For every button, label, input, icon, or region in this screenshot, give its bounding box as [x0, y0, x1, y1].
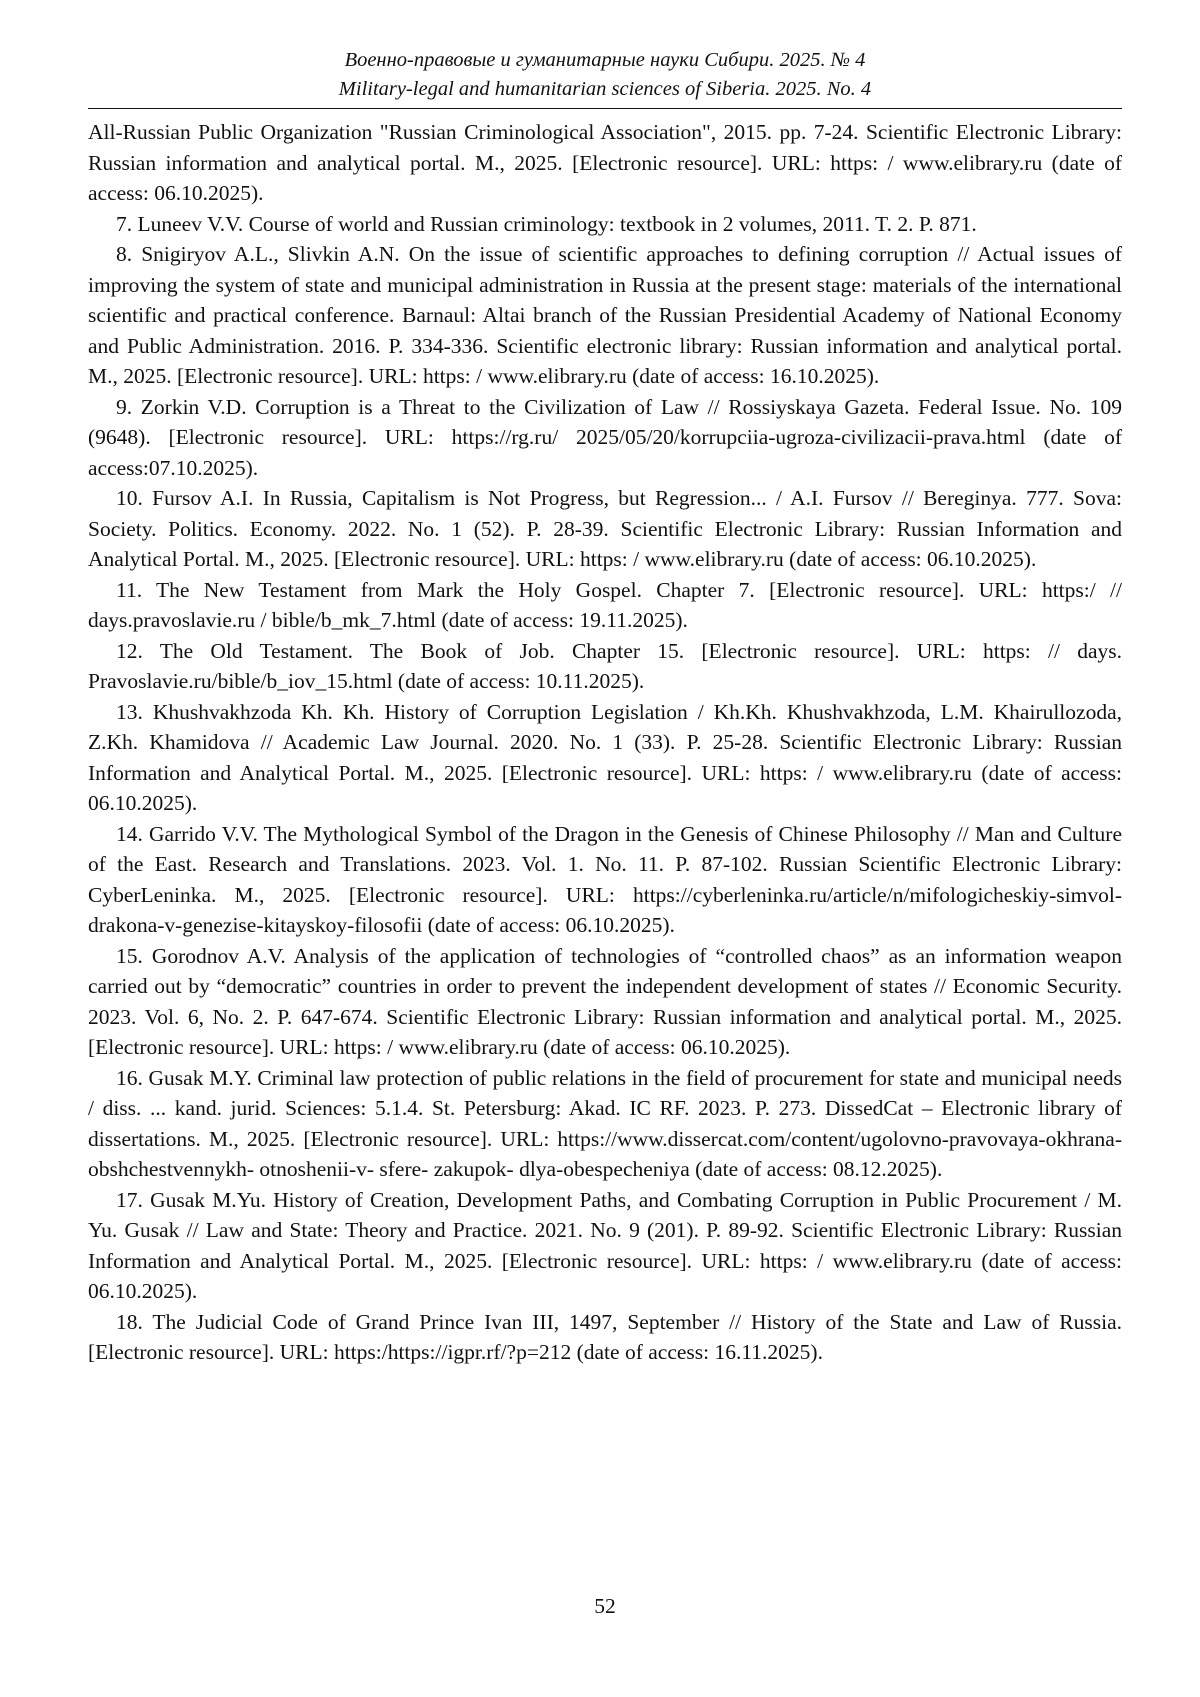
reference-item-14: 14. Garrido V.V. The Mythological Symbol of the Dragon in the Genesis of Chinese Philosophy // Man and Culture of the East. Research and Translations. 2023. Vol. 1. No. 11. P. 87-102. Russian Scientific Electronic Library: CyberLeninka. M., 2025. [Electronic resource]. URL: https://cyberleninka.ru/article/n/mifologicheskiy-simvol-drakona-v-genezise-kitayskoy-filosofii (date of access: 06.10.2025).: [88, 821, 1122, 937]
reference-continued: All-Russian Public Organization "Russian Criminological Association", 2015. pp. 7-24. Scientific Electronic Library: Russian information and analytical portal. M., 2025. [Electronic resource]. URL: https: / www.elibrary.ru (date of access: 06.10.2025).: [88, 120, 1122, 205]
header-divider: [88, 108, 1122, 109]
reference-item-10: 10. Fursov A.I. In Russia, Capitalism is Not Progress, but Regression... / A.I. Fursov // Bereginya. 777. Sova: Society. Politics. Economy. 2022. No. 1 (52). P. 28-39. Scientific Electronic Library: Russian Information and Analytical Portal. M., 2025. [Electronic resource]. URL: https: / www.elibrary.ru (date of access: 06.10.2025).: [88, 486, 1122, 571]
reference-item-12: 12. The Old Testament. The Book of Job. Chapter 15. [Electronic resource]. URL: https: // days. Pravoslavie.ru/bible/b_iov_15.html (date of access: 10.11.2025).: [88, 638, 1122, 693]
journal-header: [88, 46, 1122, 104]
page-number: 52: [594, 1594, 616, 1618]
reference-item-17: 17. Gusak M.Yu. History of Creation, Development Paths, and Combating Corruption in Public Procurement / M. Yu. Gusak // Law and State: Theory and Practice. 2021. No. 9 (201). P. 89-92. Scientific Electronic Library: Russian Information and Analytical Portal. M., 2025. [Electronic resource]. URL: https: / www.elibrary.ru (date of access: 06.10.2025).: [88, 1187, 1122, 1303]
reference-item-15: 15. Gorodnov A.V. Analysis of the application of technologies of “controlled chaos” as an information weapon carried out by “democratic” countries in order to prevent the independent development of states // Economic Security. 2023. Vol. 6, No. 2. P. 647-674. Scientific Electronic Library: Russian information and analytical portal. M., 2025. [Electronic resource]. URL: https: / www.elibrary.ru (date of access: 06.10.2025).: [88, 943, 1122, 1059]
reference-item-16: 16. Gusak M.Y. Criminal law protection of public relations in the field of procurement for state and municipal needs / diss. ... kand. jurid. Sciences: 5.1.4. St. Petersburg: Akad. IC RF. 2023. P. 273. DissedCat – Electronic library of dissertations. M., 2025. [Electronic resource]. URL: https://www.dissercat.com/content/ugolovno-pravovaya-okhrana-obshchestvennykh- otnoshenii-v- sfere- zakupok- dlya-obespecheniya (date of access: 08.12.2025).: [88, 1065, 1122, 1181]
journal-title-ru: Военно-правовые и гуманитарные науки Сибири. 2025. № 4: [344, 49, 866, 71]
reference-item-11: 11. The New Testament from Mark the Holy Gospel. Chapter 7. [Electronic resource]. URL: https:/ // days.pravoslavie.ru / bible/b_mk_7.html (date of access: 19.11.2025).: [88, 577, 1122, 632]
reference-item-8: 8. Snigiryov A.L., Slivkin A.N. On the issue of scientific approaches to defining corruption // Actual issues of improving the system of state and municipal administration in Russia at the present stage: materials of the international scientific and practical conference. Barnaul: Altai branch of the Russian Presidential Academy of National Economy and Public Administration. 2016. P. 334-336. Scientific electronic library: Russian information and analytical portal. M., 2025. [Electronic resource]. URL: https: / www.elibrary.ru (date of access: 16.10.2025).: [88, 242, 1122, 388]
reference-item-7: 7. Luneev V.V. Course of world and Russian criminology: textbook in 2 volumes, 2011. T. 2. P. 871.: [116, 211, 977, 236]
reference-item-13: 13. Khushvakhzoda Kh. Kh. History of Corruption Legislation / Kh.Kh. Khushvakhzoda, L.M. Khairullozoda, Z.Kh. Khamidova // Academic Law Journal. 2020. No. 1 (33). P. 25-28. Scientific Electronic Library: Russian Information and Analytical Portal. M., 2025. [Electronic resource]. URL: https: / www.elibrary.ru (date of access: 06.10.2025).: [88, 699, 1122, 815]
reference-list: [88, 117, 1122, 1368]
reference-item-9: 9. Zorkin V.D. Corruption is a Threat to the Civilization of Law // Rossiyskaya Gazeta. Federal Issue. No. 109 (9648). [Electronic resource]. URL: https://rg.ru/ 2025/05/20/korrupciia-ugroza-civilizacii-prava.html (date of access:07.10.2025).: [88, 394, 1122, 480]
reference-item-18: 18. The Judicial Code of Grand Prince Ivan III, 1497, September // History of the State and Law of Russia. [Electronic resource]. URL: https:/https://igpr.rf/?p=212 (date of access: 16.11.2025).: [88, 1309, 1122, 1364]
journal-title-en: Military-legal and humanitarian sciences of Siberia. 2025. No. 4: [338, 78, 872, 100]
